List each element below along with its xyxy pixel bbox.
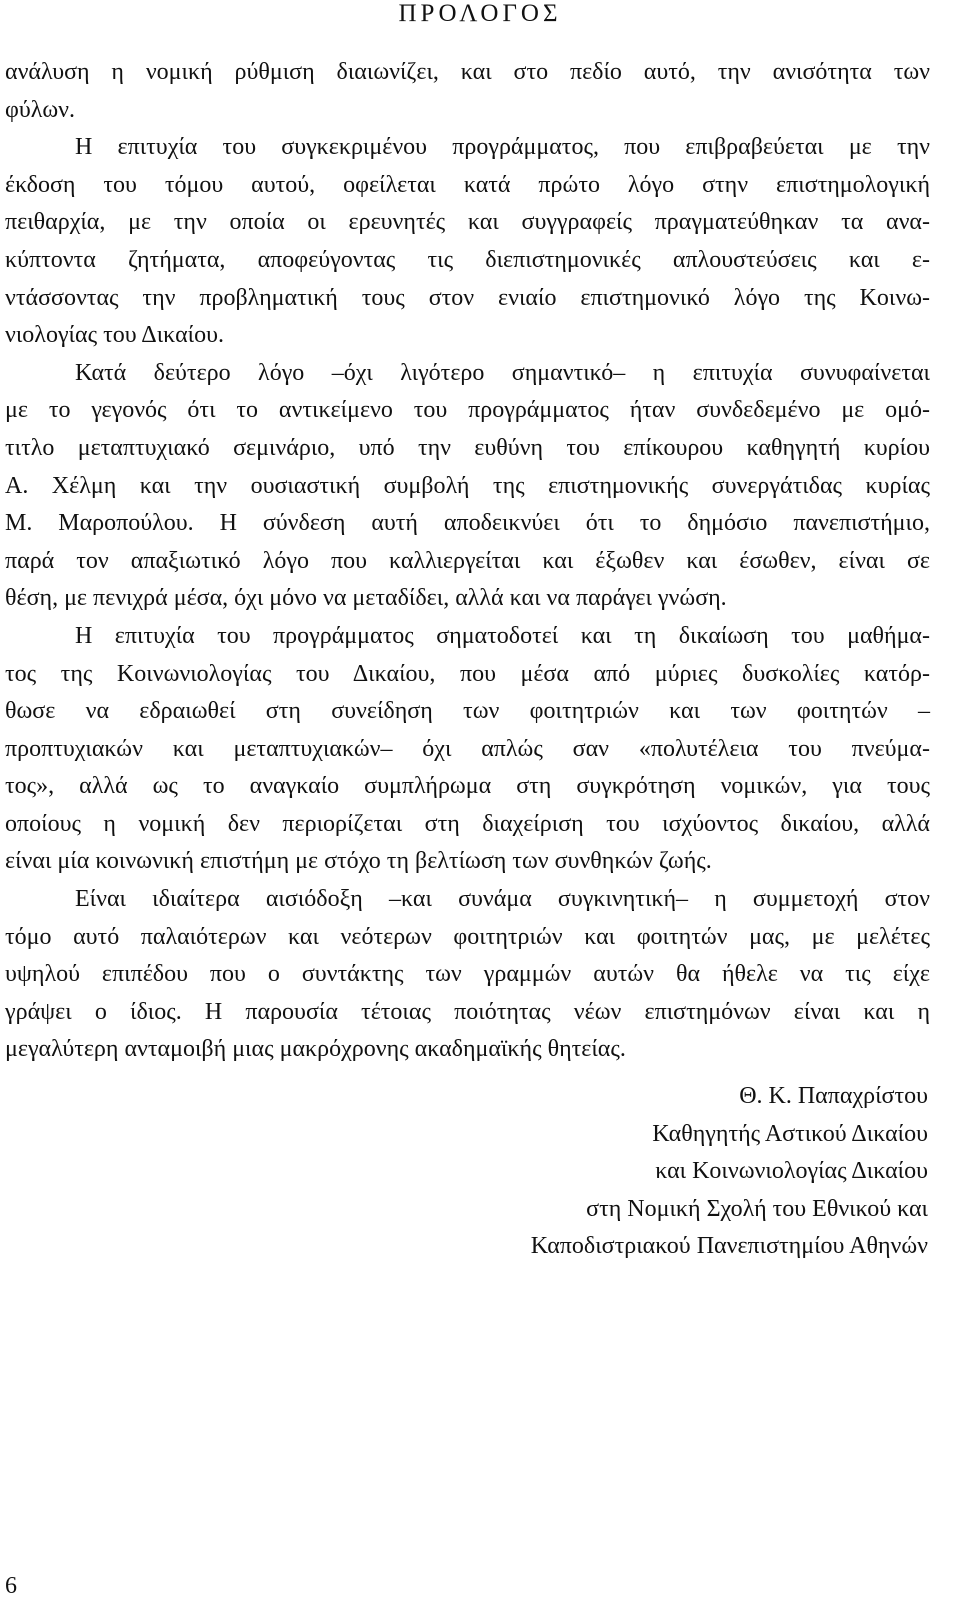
author-title-line: και Κοινωνιολογίας Δικαίου: [655, 1158, 928, 1185]
text-line: μεγαλύτερη ανταμοιβή μιας μακρόχρονης ακαδημαϊκής θητείας.: [5, 1036, 626, 1063]
body-text: [5, 54, 930, 1069]
text-line: είναι μία κοινωνική επιστήμη με στόχο τη βελτίωση των συνθηκών ζωής.: [5, 848, 712, 875]
text-line: παρά τον απαξιωτικό λόγο που καλλιεργείται και έξωθεν και έσωθεν, είναι σε: [5, 547, 930, 574]
text-line: προπτυχιακών και μεταπτυχιακών– όχι απλώς σαν «πολυτέλεια του πνεύμα-: [5, 735, 930, 762]
author-title-line: Καποδιστριακού Πανεπιστημίου Αθηνών: [530, 1233, 928, 1260]
text-line: Α. Χέλμη και την ουσιαστική συμβολή της επιστημονικής συνεργάτιδας κυρίας: [5, 472, 930, 499]
text-line: κύπτοντα ζητήματα, αποφεύγοντας τις διεπιστημονικές απλουστεύσεις και ε-: [5, 246, 930, 273]
page-number: 6: [5, 1573, 17, 1599]
text-line: Η επιτυχία του συγκεκριμένου προγράμματος, που επιβραβεύεται με την: [75, 134, 930, 161]
text-line: με το γεγονός ότι το αντικείμενο του προγράμματος ήταν συνδεδεμένο με ομό-: [5, 397, 930, 424]
running-head: ΠΡΟΛΟΓΟΣ: [398, 0, 562, 27]
signature-block: [531, 1078, 928, 1266]
text-line: ντάσσοντας την προβληματική τους στον ενιαίο επιστημονικό λόγο της Κοινω-: [5, 284, 930, 311]
text-line: φύλων.: [5, 96, 76, 123]
text-line: πειθαρχία, με την οποία οι ερευνητές και συγγραφείς πραγματεύθηκαν τα ανα-: [5, 209, 930, 236]
author-title-line: Καθηγητής Αστικού Δικαίου: [652, 1120, 928, 1147]
text-line: υψηλού επιπέδου που ο συντάκτης των γραμμών αυτών θα ήθελε να τις είχε: [5, 961, 930, 988]
author-title-line: στη Νομική Σχολή του Εθνικού και: [586, 1195, 928, 1222]
text-line: τιτλο μεταπτυχιακό σεμινάριο, υπό την ευθύνη του επίκουρου καθηγητή κυρίου: [5, 434, 930, 461]
text-line: οποίους η νομική δεν περιορίζεται στη διαχείριση του ισχύοντος δικαίου, αλλά: [5, 810, 930, 837]
text-line: νιολογίας του Δικαίου.: [5, 322, 224, 349]
text-line: έκδοση του τόμου αυτού, οφείλεται κατά πρώτο λόγο στην επιστημολογική: [5, 171, 930, 198]
text-line: Είναι ιδιαίτερα αισιόδοξη –και συνάμα συγκινητική– η συμμετοχή στον: [75, 886, 930, 913]
text-line: Κατά δεύτερο λόγο –όχι λιγότερο σημαντικό– η επιτυχία συνυφαίνεται: [75, 359, 930, 386]
author-name: Θ. Κ. Παπαχρίστου: [739, 1083, 928, 1109]
text-line: τόμο αυτό παλαιότερων και νεότερων φοιτητριών και φοιτητών μας, με μελέτες: [5, 923, 930, 950]
text-line: Μ. Μαροπούλου. Η σύνδεση αυτή αποδεικνύει ότι το δημόσιο πανεπιστήμιο,: [5, 510, 930, 537]
text-line: θωσε να εδραιωθεί στη συνείδηση των φοιτητριών και των φοιτητών –: [5, 698, 930, 725]
text-line: ανάλυση η νομική ρύθμιση διαιωνίζει, και στο πεδίο αυτό, την ανισότητα των: [5, 59, 930, 85]
text-line: τος», αλλά ως το αναγκαίο συμπλήρωμα στη συγκρότηση νομικών, για τους: [5, 773, 930, 800]
text-line: τος της Κοινωνιολογίας του Δικαίου, που μέσα από μύριες δυσκολίες κατόρ-: [5, 660, 930, 687]
text-line: Η επιτυχία του προγράμματος σηματοδοτεί και τη δικαίωση του μαθήμα-: [75, 622, 930, 649]
text-line: γράψει ο ίδιος. Η παρουσία τέτοιας ποιότητας νέων επιστημόνων είναι και η: [5, 998, 930, 1025]
text-line: θέση, με πενιχρά μέσα, όχι μόνο να μεταδίδει, αλλά και να παράγει γνώση.: [5, 585, 727, 612]
